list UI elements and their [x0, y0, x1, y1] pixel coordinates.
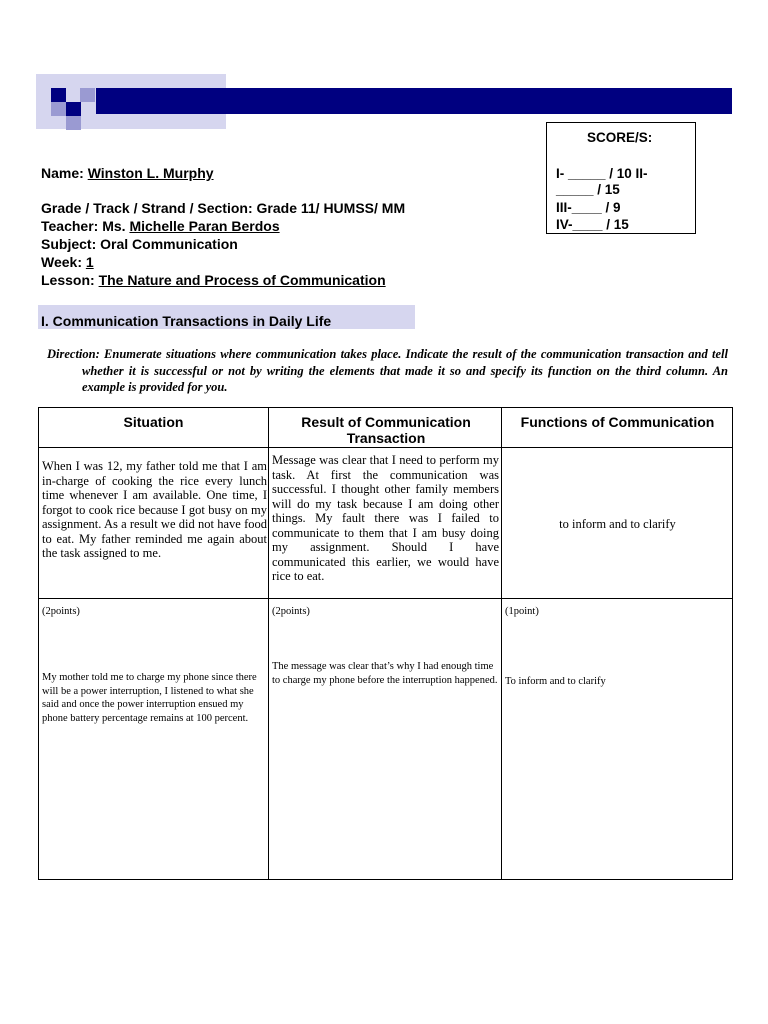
header-square — [80, 88, 95, 102]
header-square — [66, 116, 81, 130]
column-divider — [501, 408, 502, 879]
header-result: Result of Communication Transaction — [301, 414, 471, 446]
student-name: Winston L. Murphy — [87, 165, 214, 181]
subject-value: Oral Communication — [100, 236, 238, 252]
name-label: Name: — [41, 165, 84, 181]
score-line: _____ / 15 — [556, 182, 620, 197]
header-functions: Functions of Communication — [520, 414, 715, 430]
row-divider — [39, 598, 732, 599]
teacher-row — [41, 218, 280, 234]
score-line: III-____ / 9 — [556, 200, 621, 215]
column-divider — [268, 408, 269, 879]
grade-row — [41, 200, 405, 216]
score-box — [546, 122, 696, 234]
example-result: Message was clear that I need to perform my task. At first the communication was successful. I thought other family members will do my task because I am doing other things. My fault there was I failed to communicate to them that I am busy doing my assignment. Should I have communicated this earlier, we would have rice to eat. — [272, 453, 499, 583]
answer-situation: My mother told me to charge my phone since there will be a power interruption, I listened to what she said and once the power interruption ensued my phone battery percentage remains at 100 percent. — [42, 672, 257, 724]
grade-label: Grade / Track / Strand / Section: — [41, 200, 253, 216]
teacher-label: Teacher: Ms. — [41, 218, 126, 234]
week-row — [41, 254, 94, 270]
teacher-name: Michelle Paran Berdos — [129, 218, 280, 234]
subject-row — [41, 236, 238, 252]
points-situation: (2points) — [42, 606, 80, 617]
subject-label: Subject: — [41, 236, 97, 252]
header-square — [66, 102, 81, 116]
week-label: Week: — [41, 254, 82, 270]
lesson-row — [41, 272, 386, 288]
name-row — [41, 165, 214, 181]
week-value: 1 — [85, 254, 94, 270]
section-heading — [38, 305, 415, 329]
score-line: IV-____ / 15 — [556, 217, 629, 232]
answer-function: To inform and to clarify — [505, 676, 606, 687]
row-divider — [39, 447, 732, 448]
lesson-label: Lesson: — [41, 272, 95, 288]
header-situation: Situation — [123, 414, 184, 430]
score-title: SCORE/S: — [587, 130, 653, 145]
header-square — [51, 102, 66, 116]
score-line: I- _____ / 10 II- — [556, 166, 648, 181]
example-function: to inform and to clarify — [559, 517, 676, 531]
lesson-value: The Nature and Process of Communication — [98, 272, 386, 288]
example-situation: When I was 12, my father told me that I am in-charge of cooking the rice every lunch time whenever I am available. One time, I forgot to cook rice because I got busy on my assignment. As a result we did not have food to eat. My father reminded me again about the task assigned to me. — [42, 459, 267, 560]
points-function: (1point) — [505, 606, 539, 617]
activity-table — [38, 407, 733, 880]
points-result: (2points) — [272, 606, 310, 617]
direction-text: Direction: Enumerate situations where communication takes place. Indicate the result of the communication transaction and tell whether it is successful or not by writing the elements that made it so and specify its function on the third column. An example is provided for you. — [47, 347, 728, 394]
header-navy-bar — [96, 88, 732, 114]
section-title: I. Communication Transactions in Daily Life — [41, 313, 332, 329]
header-square — [51, 88, 66, 102]
answer-result: The message was clear that’s why I had enough time to charge my phone before the interruption happened. — [272, 661, 498, 686]
grade-value: Grade 11/ HUMSS/ MM — [256, 200, 406, 216]
